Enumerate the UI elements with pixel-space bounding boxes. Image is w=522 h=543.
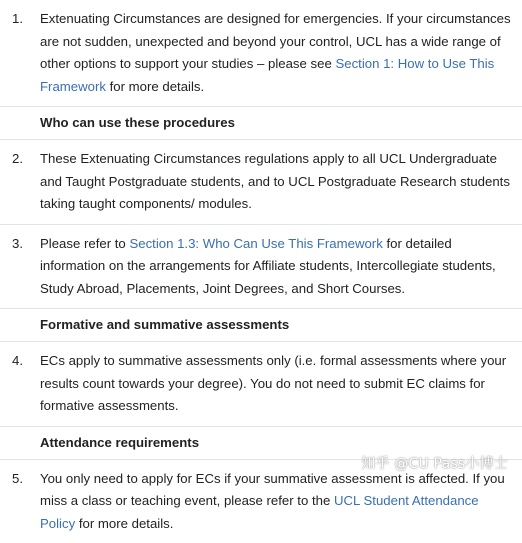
paragraph-text-start: You only need to apply for ECs if your summative assessment is affected. If you miss a class or teaching event, please refer to the <box>40 471 505 509</box>
paragraph-number: 5. <box>0 468 40 491</box>
paragraph-4 <box>0 342 522 427</box>
paragraph-text <box>40 468 522 536</box>
paragraph-text-end: for more details. <box>106 79 204 94</box>
paragraph-number: 3. <box>0 233 40 256</box>
section-heading: Who can use these procedures <box>40 113 522 133</box>
paragraph-text <box>40 8 522 98</box>
paragraph-number: 2. <box>0 148 40 171</box>
paragraph-text-start: Extenuating Circumstances are designed for emergencies. If your circumstances are not sudden, unexpected and beyond your control, UCL has a wide range of other options to support your studies – please see <box>40 11 511 71</box>
paragraph-3 <box>0 225 522 310</box>
paragraph-text: These Extenuating Circumstances regulations apply to all UCL Undergraduate and Taught Postgraduate students, and to UCL Postgraduate Research students taking taught components/ modules. <box>40 148 522 216</box>
section-1-3-link[interactable]: Section 1.3: Who Can Use This Framework <box>129 236 382 251</box>
paragraph-number: 1. <box>0 8 40 31</box>
paragraph-text-end: for more details. <box>75 516 173 531</box>
paragraph-text-end: for detailed information on the arrangements for Affiliate students, Intercollegiate students, Study Abroad, Placements, Joint Degrees, and Short Courses. <box>40 236 496 296</box>
paragraph-text-start: Please refer to <box>40 236 129 251</box>
paragraph-text <box>40 233 522 301</box>
section-heading: Attendance requirements <box>40 433 522 453</box>
paragraph-1 <box>0 0 522 107</box>
section-heading: Formative and summative assessments <box>40 315 522 335</box>
paragraph-number: 4. <box>0 350 40 373</box>
watermark: 知乎 @CU Pass小博士 <box>361 453 508 473</box>
heading-formative-summative <box>0 309 522 342</box>
heading-who-can-use <box>0 107 522 140</box>
attendance-policy-link[interactable]: UCL Student Attendance Policy <box>40 493 479 531</box>
paragraph-text: ECs apply to summative assessments only (i.e. formal assessments where your results count towards your degree). You do not need to submit EC claims for formative assessments. <box>40 350 522 418</box>
paragraph-2 <box>0 140 522 225</box>
section-1-link[interactable]: Section 1: How to Use This Framework <box>40 56 494 94</box>
